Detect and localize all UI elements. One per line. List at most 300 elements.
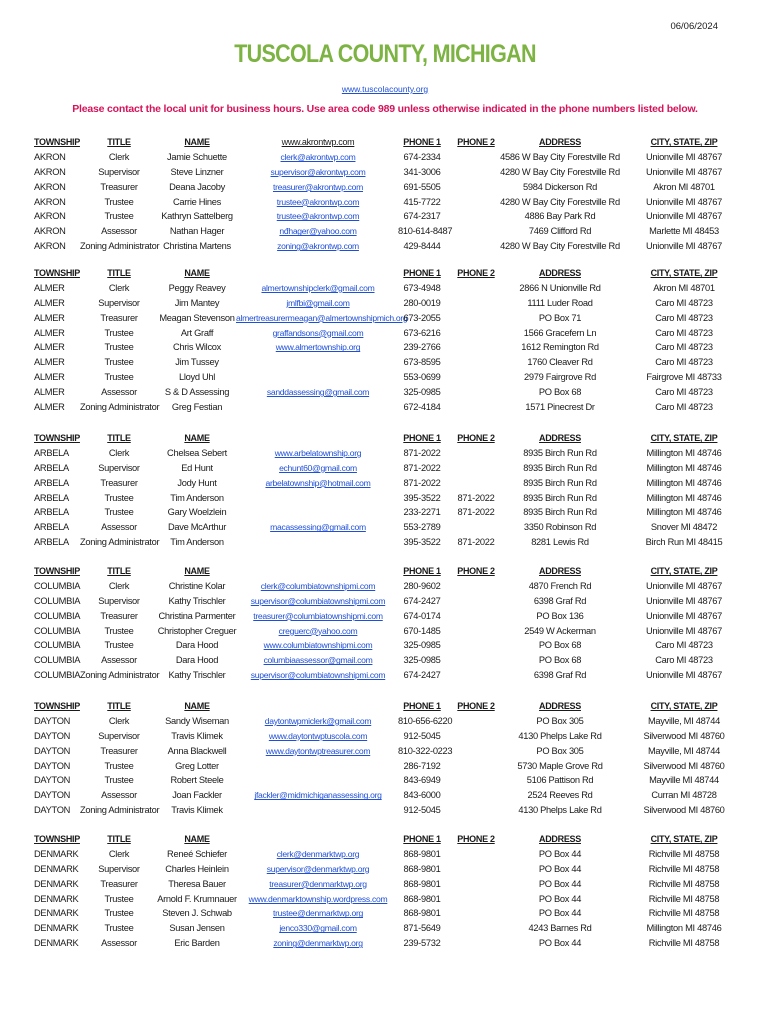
township-cell: ALMER: [34, 372, 65, 383]
city-state-zip-cell: Mayville MI 48744: [649, 775, 719, 786]
email-link[interactable]: treasurer@denmarktwp.org: [269, 878, 367, 889]
title-cell: Treasurer: [100, 610, 138, 621]
city-state-zip-cell: Millington MI 48746: [646, 492, 722, 503]
name-cell: Dara Hood: [175, 640, 219, 651]
name-cell: Reneé Schiefer: [167, 848, 227, 859]
email-link[interactable]: trustee@akrontwp.com: [276, 211, 360, 222]
title-cell: Assessor: [101, 655, 137, 666]
city-state-zip-cell: Fairgrove MI 48733: [646, 372, 722, 383]
header-address: ADDRESS: [539, 566, 581, 576]
table-row: [0, 594, 770, 609]
header-title: TITLE: [107, 268, 131, 278]
address-cell: 8935 Birch Run Rd: [523, 492, 597, 503]
email-link[interactable]: treasurer@akrontwp.com: [272, 181, 363, 192]
city-state-zip-cell: Richville MI 48758: [648, 848, 720, 859]
title-cell: Treasurer: [100, 878, 138, 889]
table-row: [0, 535, 770, 550]
phone1-cell: 868-9801: [403, 908, 441, 919]
title-cell: Clerk: [108, 282, 130, 293]
header-title: TITLE: [107, 834, 131, 844]
address-cell: 8935 Birch Run Rd: [523, 447, 597, 458]
phone1-cell: 325-0985: [403, 655, 441, 666]
title-cell: Trustee: [104, 625, 134, 636]
title-cell: Assessor: [101, 226, 137, 237]
city-state-zip-cell: Mayville, MI 48744: [647, 715, 721, 726]
phone1-cell: 673-8595: [403, 357, 441, 368]
township-cell: DAYTON: [34, 745, 71, 756]
title-cell: Trustee: [104, 342, 134, 353]
email-link[interactable]: jmlfbi@gmail.com: [286, 297, 350, 308]
table-row: [0, 906, 770, 921]
city-state-zip-cell: Snover MI 48472: [650, 522, 718, 533]
address-cell: 2866 N Unionville Rd: [519, 282, 601, 293]
email-link[interactable]: zoning@denmarktwp.org: [273, 938, 363, 949]
email-link[interactable]: sanddassessing@gmail.com: [266, 387, 370, 398]
township-cell: AKRON: [34, 151, 66, 162]
title-cell: Treasurer: [100, 181, 138, 192]
table-row: [0, 579, 770, 594]
header-title: TITLE: [107, 701, 131, 711]
header-name: NAME: [184, 834, 210, 844]
name-cell: Jody Hunt: [177, 477, 217, 488]
city-state-zip-cell: Unionville MI 48767: [646, 196, 722, 207]
table-row: [0, 653, 770, 668]
phone1-cell: 868-9801: [403, 878, 441, 889]
city-state-zip-cell: Unionville MI 48767: [646, 166, 722, 177]
city-state-zip-cell: Richville MI 48758: [648, 938, 720, 949]
table-row: [0, 921, 770, 936]
phone1-cell: 674-2334: [403, 151, 441, 162]
email-link[interactable]: nđhager@yahoo.com: [279, 226, 357, 237]
title-cell: Zoning Administrator: [80, 402, 160, 413]
email-link[interactable]: jenco330@gmail.com: [279, 923, 357, 934]
header-township: TOWNSHIP: [34, 566, 80, 576]
township-cell: COLUMBIA: [34, 625, 81, 636]
address-cell: PO Box 71: [538, 312, 582, 323]
address-cell: 4886 Bay Park Rd: [524, 211, 596, 222]
email-link[interactable]: echunt60@gmail.com: [279, 462, 357, 473]
address-cell: 1571 Pinecrest Dr: [525, 402, 595, 413]
phone1-cell: 674-2427: [403, 595, 441, 606]
city-state-zip-cell: Caro MI 48723: [655, 402, 713, 413]
email-link[interactable]: macassessing@gmail.com: [270, 522, 366, 533]
table-row: [0, 476, 770, 491]
township-cell: DENMARK: [34, 863, 79, 874]
table-row: [0, 311, 770, 326]
email-link[interactable]: clerk@akrontwp.com: [280, 151, 356, 162]
township-cell: ALMER: [34, 282, 65, 293]
header-phone2: PHONE 2: [457, 268, 495, 278]
phone1-cell: 239-2766: [403, 342, 441, 353]
table-row: [0, 180, 770, 195]
township-cell: DAYTON: [34, 790, 71, 801]
header-city: CITY, STATE, ZIP: [650, 137, 718, 147]
table-row: [0, 239, 770, 254]
phone1-cell: 673-2055: [403, 312, 441, 323]
address-cell: 8935 Birch Run Rd: [523, 462, 597, 473]
email-link[interactable]: treasurer@columbiatownshipmi.com: [253, 610, 383, 621]
phone1-cell: 395-3522: [403, 537, 441, 548]
city-state-zip-cell: Millington MI 48746: [646, 477, 722, 488]
phone1-cell: 429-8444: [403, 241, 441, 252]
phone2-cell: 871-2022: [457, 537, 495, 548]
city-state-zip-cell: Unionville MI 48767: [646, 610, 722, 621]
header-phone2: PHONE 2: [457, 701, 495, 711]
title-cell: Trustee: [104, 893, 134, 904]
report-date: 06/06/2024: [670, 21, 718, 32]
title-cell: Trustee: [104, 327, 134, 338]
email-link[interactable]: zoning@akrontwp.com: [277, 241, 359, 252]
township-cell: ARBELA: [34, 537, 69, 548]
city-state-zip-cell: Richville MI 48758: [648, 893, 720, 904]
township-section: [0, 135, 770, 254]
header-city: CITY, STATE, ZIP: [650, 701, 718, 711]
township-cell: ARBELA: [34, 477, 69, 488]
name-cell: Deana Jacoby: [169, 181, 225, 192]
email-link[interactable]: www.denmarktownship.wordpress.com: [248, 893, 388, 904]
address-cell: 4130 Phelps Lake Rd: [518, 805, 602, 816]
address-cell: 4280 W Bay City Forestville Rd: [500, 241, 620, 252]
title-cell: Clerk: [108, 848, 130, 859]
phone1-cell: 810-614-8487: [398, 226, 453, 237]
header-name: NAME: [184, 566, 210, 576]
township-cell: AKRON: [34, 166, 66, 177]
address-cell: PO Box 68: [538, 387, 582, 398]
email-link[interactable]: www.daytontwptreasurer.com: [265, 745, 371, 756]
email-link[interactable]: almertreasurermeagan@almertownshipmich.org: [236, 312, 408, 323]
name-cell: Steven J. Schwab: [162, 908, 232, 919]
city-state-zip-cell: Caro MI 48723: [655, 357, 713, 368]
city-state-zip-cell: Caro MI 48723: [655, 297, 713, 308]
name-cell: Art Graff: [180, 327, 214, 338]
address-cell: 5984 Dickerson Rd: [523, 181, 597, 192]
city-state-zip-cell: Unionville MI 48767: [646, 670, 722, 681]
title-cell: Trustee: [104, 923, 134, 934]
header-township: TOWNSHIP: [34, 701, 80, 711]
title-cell: Supervisor: [98, 863, 140, 874]
table-row: [0, 624, 770, 639]
township-cell: ARBELA: [34, 522, 69, 533]
title-cell: Trustee: [104, 211, 134, 222]
section-header-row: [0, 699, 770, 714]
phone1-cell: 810-322-0223: [398, 745, 453, 756]
title-cell: Clerk: [108, 151, 130, 162]
township-cell: ALMER: [34, 387, 65, 398]
table-row: [0, 936, 770, 951]
township-section: [0, 564, 770, 683]
phone1-cell: 674-0174: [403, 610, 441, 621]
title-cell: Trustee: [104, 492, 134, 503]
header-address: ADDRESS: [539, 433, 581, 443]
title-cell: Trustee: [104, 372, 134, 383]
name-cell: Jamie Schuette: [167, 151, 227, 162]
name-cell: Travis Klimek: [171, 805, 223, 816]
phone2-cell: 871-2022: [457, 492, 495, 503]
township-cell: AKRON: [34, 241, 66, 252]
header-phone1: PHONE 1: [403, 701, 441, 711]
email-link[interactable]: jfackler@midmichiganassessing.org: [254, 790, 382, 801]
address-cell: 2549 W Ackerman: [524, 625, 596, 636]
township-section: [0, 832, 770, 951]
table-row: [0, 892, 770, 907]
address-cell: 7469 Clifford Rd: [528, 226, 592, 237]
city-state-zip-cell: Richville MI 48758: [648, 863, 720, 874]
city-state-zip-cell: Unionville MI 48767: [646, 211, 722, 222]
address-cell: PO Box 44: [538, 848, 582, 859]
title-cell: Clerk: [108, 447, 130, 458]
title-cell: Clerk: [108, 715, 130, 726]
table-row: [0, 729, 770, 744]
title-cell: Zoning Administrator: [80, 537, 160, 548]
header-city: CITY, STATE, ZIP: [650, 268, 718, 278]
email-link[interactable]: supervisor@akrontwp.com: [270, 166, 366, 177]
phone1-cell: 673-4948: [403, 282, 441, 293]
header-phone2: PHONE 2: [457, 834, 495, 844]
phone1-cell: 280-9602: [403, 580, 441, 591]
title-cell: Supervisor: [98, 595, 140, 606]
name-cell: Eric Barden: [174, 938, 220, 949]
address-cell: 4243 Barnes Rd: [528, 923, 592, 934]
phone1-cell: 912-5045: [403, 805, 441, 816]
email-link[interactable]: trustee@akrontwp.com: [276, 196, 360, 207]
city-state-zip-cell: Akron MI 48701: [653, 282, 715, 293]
phone1-cell: 810-656-6220: [398, 715, 453, 726]
township-cell: DENMARK: [34, 923, 79, 934]
phone1-cell: 553-0699: [403, 372, 441, 383]
page-title: TUSCOLA COUNTY, MICHIGAN: [234, 40, 536, 68]
name-cell: Theresa Bauer: [168, 878, 226, 889]
county-website-link[interactable]: www.tuscolacounty.org: [341, 84, 429, 94]
email-link[interactable]: supervisor@columbiatownshipmi.com: [250, 670, 386, 681]
header-phone2: PHONE 2: [457, 566, 495, 576]
township-cell: DAYTON: [34, 775, 71, 786]
address-cell: 6398 Graf Rd: [533, 670, 587, 681]
title-cell: Assessor: [101, 387, 137, 398]
township-section: [0, 699, 770, 818]
header-name: NAME: [184, 137, 210, 147]
name-cell: Christine Kolar: [168, 580, 226, 591]
township-cell: COLUMBIA: [34, 610, 81, 621]
township-cell: ALMER: [34, 342, 65, 353]
township-cell: ALMER: [34, 312, 65, 323]
table-row: [0, 326, 770, 341]
title-cell: Assessor: [101, 790, 137, 801]
title-cell: Assessor: [101, 938, 137, 949]
section-header-row: [0, 266, 770, 281]
section-header-row: [0, 832, 770, 847]
table-row: [0, 877, 770, 892]
township-cell: DENMARK: [34, 893, 79, 904]
phone1-cell: 871-2022: [403, 477, 441, 488]
address-cell: PO Box 68: [538, 655, 582, 666]
table-row: [0, 759, 770, 774]
title-cell: Trustee: [104, 640, 134, 651]
table-row: [0, 355, 770, 370]
address-cell: 1760 Cleaver Rd: [527, 357, 593, 368]
city-state-zip-cell: Caro MI 48723: [655, 640, 713, 651]
phone1-cell: 395-3522: [403, 492, 441, 503]
email-link[interactable]: graffandsons@gmail.com: [272, 327, 364, 338]
name-cell: Jim Mantey: [174, 297, 220, 308]
address-cell: 5106 Pattison Rd: [526, 775, 594, 786]
city-state-zip-cell: Millington MI 48746: [646, 462, 722, 473]
phone1-cell: 233-2271: [403, 507, 441, 518]
header-phone1: PHONE 1: [403, 834, 441, 844]
phone2-cell: 871-2022: [457, 507, 495, 518]
township-cell: ALMER: [34, 402, 65, 413]
title-cell: Assessor: [101, 522, 137, 533]
email-link[interactable]: www.daytontwptuscola.com: [268, 730, 368, 741]
email-link[interactable]: arbelatownship@hotmail.com: [265, 477, 371, 488]
header-township: TOWNSHIP: [34, 268, 80, 278]
name-cell: Arnold F. Krumnauer: [157, 893, 237, 904]
phone1-cell: 674-2317: [403, 211, 441, 222]
name-cell: Joan Fackler: [172, 790, 222, 801]
table-row: [0, 195, 770, 210]
header-address: ADDRESS: [539, 834, 581, 844]
address-cell: PO Box 44: [538, 863, 582, 874]
table-row: [0, 150, 770, 165]
phone1-cell: 868-9801: [403, 893, 441, 904]
township-cell: ARBELA: [34, 447, 69, 458]
city-state-zip-cell: Caro MI 48723: [655, 342, 713, 353]
name-cell: Greg Festian: [171, 402, 223, 413]
email-link[interactable]: creguerc@yahoo.com: [278, 625, 358, 636]
township-cell: COLUMBIA: [34, 655, 81, 666]
phone1-cell: 239-5732: [403, 938, 441, 949]
header-address: ADDRESS: [539, 268, 581, 278]
name-cell: Steve Linzner: [170, 166, 224, 177]
township-cell: ALMER: [34, 327, 65, 338]
phone1-cell: 871-5649: [403, 923, 441, 934]
table-row: [0, 446, 770, 461]
name-cell: Susan Jensen: [169, 923, 225, 934]
email-link[interactable]: www.almertownship.org: [275, 342, 361, 353]
title-cell: Treasurer: [100, 745, 138, 756]
name-cell: Christina Parmenter: [158, 610, 236, 621]
header-title: TITLE: [107, 566, 131, 576]
address-cell: 3350 Robinson Rd: [523, 522, 597, 533]
township-cell: DAYTON: [34, 730, 71, 741]
header-phone1: PHONE 1: [403, 433, 441, 443]
city-state-zip-cell: Millington MI 48746: [646, 923, 722, 934]
township-cell: COLUMBIA: [34, 580, 81, 591]
township-cell: COLUMBIA: [34, 640, 81, 651]
address-cell: 4586 W Bay City Forestville Rd: [500, 151, 620, 162]
name-cell: Greg Lotter: [175, 760, 219, 771]
section-header-row: [0, 564, 770, 579]
title-cell: Supervisor: [98, 166, 140, 177]
table-row: [0, 744, 770, 759]
phone1-cell: 415-7722: [403, 196, 441, 207]
phone1-cell: 868-9801: [403, 848, 441, 859]
header-name: NAME: [184, 268, 210, 278]
table-row: [0, 505, 770, 520]
address-cell: PO Box 68: [538, 640, 582, 651]
name-cell: Christina Martens: [163, 241, 231, 252]
address-cell: 4280 W Bay City Forestville Rd: [500, 166, 620, 177]
title-cell: Trustee: [104, 760, 134, 771]
email-link[interactable]: supervisor@columbiatownshipmi.com: [250, 595, 386, 606]
title-cell: Trustee: [104, 908, 134, 919]
table-row: [0, 281, 770, 296]
township-cell: ARBELA: [34, 462, 69, 473]
email-link[interactable]: daytontwpmiclerk@gmail.com: [264, 715, 372, 726]
city-state-zip-cell: Mayville, MI 48744: [647, 745, 721, 756]
business-hours-notice: Please contact the local unit for business hours. Use area code 989 unless otherwise indicated in the phone numbers listed below.: [72, 103, 698, 115]
city-state-zip-cell: Silverwood MI 48760: [643, 760, 725, 771]
header-township: TOWNSHIP: [34, 433, 80, 443]
email-link[interactable]: almertownshipclerk@gmail.com: [261, 282, 375, 293]
title-cell: Treasurer: [100, 477, 138, 488]
name-cell: Chris Wilcox: [172, 342, 222, 353]
email-link[interactable]: supervisor@denmarktwp.org: [266, 863, 370, 874]
city-state-zip-cell: Curran MI 48728: [651, 790, 717, 801]
table-row: [0, 385, 770, 400]
city-state-zip-cell: Unionville MI 48767: [646, 580, 722, 591]
header-address: ADDRESS: [539, 701, 581, 711]
phone1-cell: 674-2427: [403, 670, 441, 681]
township-cell: AKRON: [34, 196, 66, 207]
township-cell: AKRON: [34, 211, 66, 222]
name-cell: Tim Anderson: [170, 492, 224, 503]
city-state-zip-cell: Caro MI 48723: [655, 327, 713, 338]
name-cell: Travis Klimek: [171, 730, 223, 741]
table-row: [0, 491, 770, 506]
table-row: [0, 668, 770, 683]
email-link[interactable]: trustee@denmarktwp.org: [272, 908, 363, 919]
phone1-cell: 691-5505: [403, 181, 441, 192]
name-cell: Kathy Trischler: [168, 670, 226, 681]
phone1-cell: 868-9801: [403, 863, 441, 874]
email-link[interactable]: clerk@denmarktwp.org: [276, 848, 360, 859]
email-link[interactable]: www.columbiatownshipmi.com: [263, 640, 373, 651]
table-row: [0, 340, 770, 355]
title-cell: Trustee: [104, 357, 134, 368]
name-cell: Anna Blackwell: [167, 745, 227, 756]
township-section: [0, 266, 770, 415]
phone1-cell: 673-6216: [403, 327, 441, 338]
address-cell: PO Box 44: [538, 893, 582, 904]
header-name: NAME: [184, 433, 210, 443]
email-link[interactable]: columbiaassessor@gmail.com: [263, 655, 373, 666]
address-cell: PO Box 44: [538, 908, 582, 919]
header-township: TOWNSHIP: [34, 137, 80, 147]
table-row: [0, 224, 770, 239]
table-row: [0, 609, 770, 624]
email-link[interactable]: www.arbelatownship.org: [274, 447, 362, 458]
email-link[interactable]: clerk@columbiatownshipmi.com: [260, 580, 376, 591]
city-state-zip-cell: Richville MI 48758: [648, 908, 720, 919]
name-cell: Lloyd Uhl: [178, 372, 216, 383]
township-website-link[interactable]: www.akrontwp.com: [281, 137, 355, 147]
city-state-zip-cell: Caro MI 48723: [655, 655, 713, 666]
header-phone1: PHONE 1: [403, 566, 441, 576]
name-cell: Chelsea Sebert: [167, 447, 227, 458]
phone1-cell: 672-4184: [403, 402, 441, 413]
name-cell: Dara Hood: [175, 655, 219, 666]
title-cell: Clerk: [108, 580, 130, 591]
title-cell: Supervisor: [98, 462, 140, 473]
name-cell: Kathy Trischler: [168, 595, 226, 606]
table-row: [0, 803, 770, 818]
township-cell: COLUMBIA: [34, 595, 81, 606]
name-cell: Tim Anderson: [170, 537, 224, 548]
header-title: TITLE: [107, 433, 131, 443]
header-township: TOWNSHIP: [34, 834, 80, 844]
township-cell: DENMARK: [34, 848, 79, 859]
name-cell: S & D Assessing: [164, 387, 230, 398]
